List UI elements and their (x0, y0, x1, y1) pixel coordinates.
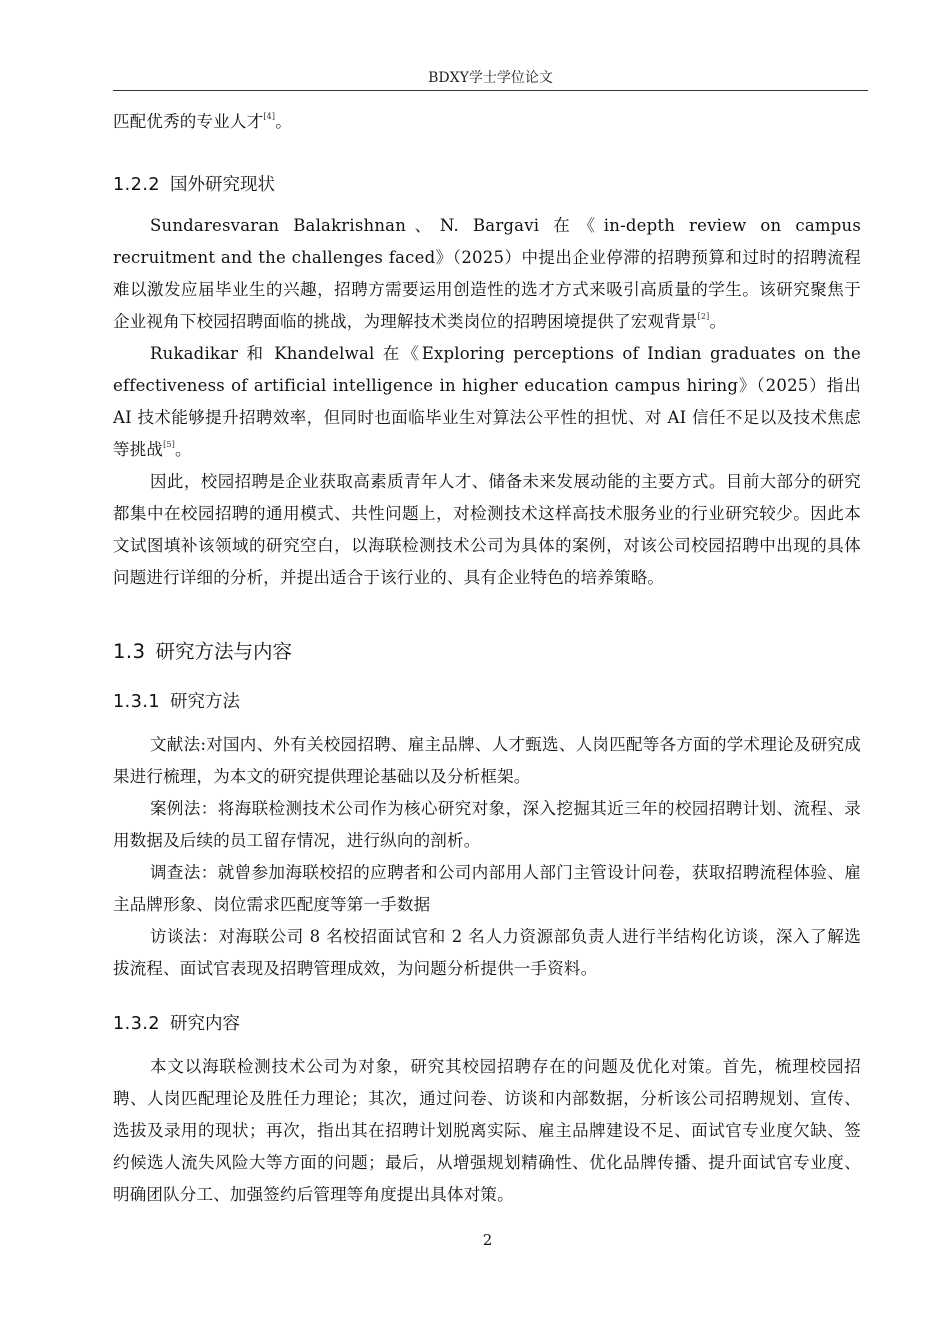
citation-marker: [5] (163, 440, 176, 449)
paragraph-tail: 。 (275, 112, 292, 131)
section-number: 1.2.2 (113, 175, 161, 195)
paragraph-tail: 。 (709, 312, 727, 331)
citation-marker: [2] (697, 312, 710, 321)
running-header: BDXY学士学位论文 (428, 70, 553, 86)
paragraph (113, 106, 861, 138)
paragraph (113, 338, 861, 466)
paragraph: 因此，校园招聘是企业获取高素质青年人才、储备未来发展动能的主要方式。目前大部分的研究都集中在校园招聘的通用模式、共性问题上，对检测技术这样高技术服务业的行业研究较少。因此本文试图填补该领域的研究空白，以海联检测技术公司为具体的案例，对该公司校园招聘中出现的具体问题进行详细的分析，并提出适合于该行业的、具有企业特色的培养策略。 (113, 472, 861, 587)
paragraph-text: Rukadikar 和 Khandelwal 在《Exploring perceptions of Indian graduates on the effectiveness of artificial intelligence in higher education campus hiring》（2025）指出 AI 技术能够提升招聘效率，但同时也面临毕业生对算法公平性的担忧、对 AI 信任不足以及技术焦虑等挑战 (113, 344, 861, 459)
subsection-heading (113, 1011, 861, 1037)
section-title: 研究方法与内容 (155, 640, 293, 663)
paragraph-tail: 。 (175, 440, 192, 459)
section-title: 国外研究现状 (170, 175, 276, 195)
paragraph (113, 210, 861, 338)
section-heading (113, 638, 861, 666)
section-number: 1.3.1 (113, 692, 161, 712)
citation-marker: [4] (263, 112, 276, 121)
page-number: 2 (482, 1231, 493, 1249)
section-title: 研究内容 (170, 1014, 241, 1034)
subsection-heading (113, 689, 861, 715)
section-number: 1.3 (113, 640, 146, 663)
section-number: 1.3.2 (113, 1014, 161, 1034)
paragraph: 本文以海联检测技术公司为对象，研究其校园招聘存在的问题及优化对策。首先，梳理校园招聘、人岗匹配理论及胜任力理论；其次，通过问卷、访谈和内部数据，分析该公司招聘规划、宣传、选拔及录用的现状；再次，指出其在招聘计划脱离实际、雇主品牌建设不足、面试官专业度欠缺、签约候选人流失风险大等方面的问题；最后，从增强规划精确性、优化品牌传播、提升面试官专业度、明确团队分工、加强签约后管理等角度提出具体对策。 (113, 1057, 861, 1204)
paragraph-text: 匹配优秀的专业人才 (113, 112, 264, 131)
paragraph: 案例法：将海联检测技术公司作为核心研究对象，深入挖掘其近三年的校园招聘计划、流程、录用数据及后续的员工留存情况，进行纵向的剖析。 (113, 799, 861, 850)
header-divider (113, 90, 868, 91)
paragraph-text: Sundaresvaran Balakrishnan、N. Bargavi 在《in-depth review on campus recruitment and the challenges faced》（2025）中提出企业停滞的招聘预算和过时的招聘流程难以激发应届毕业生的兴趣，招聘方需要运用创造性的选才方式来吸引高质量的学生。该研究聚焦于企业视角下校园招聘面临的挑战，为理解技术类岗位的招聘困境提供了宏观背景 (113, 216, 861, 331)
section-title: 研究方法 (170, 692, 241, 712)
paragraph: 文献法:对国内、外有关校园招聘、雇主品牌、人才甄选、人岗匹配等各方面的学术理论及研究成果进行梳理，为本文的研究提供理论基础以及分析框架。 (113, 735, 861, 786)
paragraph: 调查法：就曾参加海联校招的应聘者和公司内部用人部门主管设计问卷，获取招聘流程体验、雇主品牌形象、岗位需求匹配度等第一手数据 (113, 863, 861, 914)
paragraph: 访谈法：对海联公司 8 名校招面试官和 2 名人力资源部负责人进行半结构化访谈，深入了解选拔流程、面试官表现及招聘管理成效，为问题分析提供一手资料。 (113, 927, 861, 978)
subsection-heading (113, 172, 861, 198)
page-body (113, 106, 861, 1211)
